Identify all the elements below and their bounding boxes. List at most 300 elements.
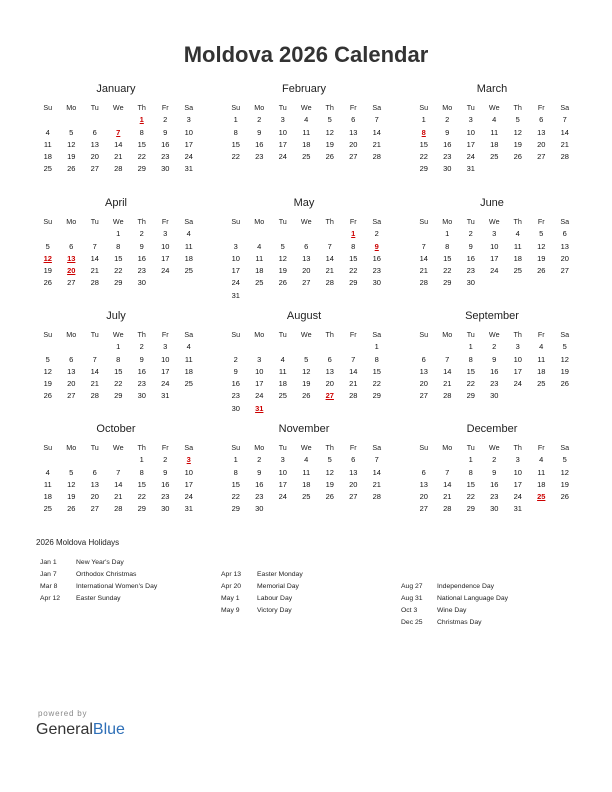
month-may <box>224 197 384 302</box>
day-cell: 9 <box>233 366 238 376</box>
day-cell: 6 <box>69 354 74 364</box>
weekday-header: Fr <box>161 443 169 452</box>
day-cell: 18 <box>278 379 287 389</box>
weekday-header: Mo <box>66 443 77 452</box>
holiday-day-cell: 3 <box>186 455 191 465</box>
day-cell: 18 <box>537 479 546 489</box>
month-name: September <box>465 310 519 322</box>
empty-day-cell <box>248 341 272 353</box>
holiday-row <box>221 607 303 619</box>
day-cell: 21 <box>419 266 428 276</box>
day-cell: 23 <box>255 152 264 162</box>
day-cell: 29 <box>137 164 146 174</box>
day-cell: 22 <box>114 379 123 389</box>
day-cell: 26 <box>560 379 569 389</box>
day-cell: 22 <box>231 492 240 502</box>
day-cell: 6 <box>304 241 309 251</box>
day-cell: 3 <box>492 229 497 239</box>
weekday-header: Fr <box>349 217 357 226</box>
month-days-grid <box>224 216 384 302</box>
holiday-date: Apr 13 <box>221 571 242 578</box>
month-name: April <box>104 197 127 209</box>
empty-day-cell <box>436 454 460 466</box>
weekday-header: Fr <box>537 330 545 339</box>
weekday-header: We <box>300 330 312 339</box>
weekday-header: Sa <box>184 103 194 112</box>
month-name: January <box>96 83 136 95</box>
holiday-day-cell: 9 <box>374 241 379 251</box>
day-cell: 18 <box>302 479 311 489</box>
day-cell: 4 <box>492 115 497 125</box>
weekday-header: Tu <box>278 217 287 226</box>
day-cell: 15 <box>114 366 123 376</box>
weekday-header: Mo <box>254 330 265 339</box>
day-cell: 24 <box>184 152 193 162</box>
day-cell: 24 <box>466 152 475 162</box>
day-cell: 4 <box>257 241 262 251</box>
day-cell: 22 <box>372 379 381 389</box>
empty-day-cell <box>295 228 319 240</box>
day-cell: 7 <box>92 241 97 251</box>
day-cell: 29 <box>114 278 123 288</box>
holiday-row <box>40 571 157 583</box>
day-cell: 2 <box>233 354 238 364</box>
day-cell: 12 <box>537 241 546 251</box>
day-cell: 23 <box>137 266 146 276</box>
day-cell: 19 <box>67 492 76 502</box>
weekday-header: Th <box>513 443 522 452</box>
weekday-header: Su <box>231 443 241 452</box>
weekday-header: Tu <box>90 103 99 112</box>
holiday-name: Easter Monday <box>257 571 303 578</box>
day-cell: 5 <box>69 467 74 477</box>
day-cell: 20 <box>560 253 569 263</box>
day-cell: 17 <box>255 379 264 389</box>
day-cell: 17 <box>161 253 170 263</box>
day-cell: 11 <box>302 127 311 137</box>
empty-day-cell <box>342 341 366 353</box>
weekday-header: Su <box>43 217 53 226</box>
holiday-date: May 1 <box>221 595 240 602</box>
weekday-header: Su <box>43 103 53 112</box>
holiday-row <box>221 571 303 583</box>
month-days-grid <box>412 329 572 403</box>
month-june <box>412 197 572 290</box>
day-cell: 23 <box>372 266 381 276</box>
month-february <box>224 83 384 163</box>
day-cell: 1 <box>468 455 473 465</box>
day-cell: 3 <box>233 241 238 251</box>
weekday-header: Sa <box>560 330 570 339</box>
day-cell: 21 <box>372 479 381 489</box>
day-cell: 23 <box>443 152 452 162</box>
month-name: October <box>96 423 136 435</box>
day-cell: 23 <box>161 492 170 502</box>
day-cell: 20 <box>90 152 99 162</box>
holiday-column <box>40 559 157 607</box>
day-cell: 5 <box>304 354 309 364</box>
month-name: May <box>293 197 315 209</box>
day-cell: 22 <box>137 492 146 502</box>
day-cell: 11 <box>302 467 311 477</box>
day-cell: 21 <box>443 379 452 389</box>
holiday-row <box>401 619 508 631</box>
day-cell: 25 <box>184 379 193 389</box>
day-cell: 13 <box>302 253 311 263</box>
day-cell: 14 <box>90 253 99 263</box>
holidays-title: 2026 Moldova Holidays <box>36 538 120 547</box>
day-cell: 4 <box>304 115 309 125</box>
day-cell: 3 <box>280 115 285 125</box>
day-cell: 12 <box>560 467 569 477</box>
day-cell: 6 <box>351 115 356 125</box>
holiday-day-cell: 7 <box>116 127 121 137</box>
holiday-row <box>221 595 303 607</box>
day-cell: 29 <box>349 278 358 288</box>
holiday-day-cell: 8 <box>421 127 426 137</box>
weekday-header: Th <box>325 443 334 452</box>
empty-day-cell <box>107 114 131 126</box>
day-cell: 26 <box>325 492 334 502</box>
day-cell: 4 <box>186 342 191 352</box>
weekday-header: Su <box>231 103 241 112</box>
empty-day-cell <box>271 228 295 240</box>
day-cell: 14 <box>114 139 123 149</box>
day-cell: 21 <box>114 492 123 502</box>
day-cell: 5 <box>562 455 567 465</box>
day-cell: 9 <box>257 467 262 477</box>
day-cell: 1 <box>116 229 121 239</box>
day-cell: 17 <box>184 479 193 489</box>
day-cell: 24 <box>161 379 170 389</box>
holiday-day-cell: 13 <box>67 253 76 263</box>
day-cell: 7 <box>92 354 97 364</box>
day-cell: 19 <box>537 253 546 263</box>
day-cell: 28 <box>443 391 452 401</box>
day-cell: 18 <box>490 139 499 149</box>
day-cell: 30 <box>490 504 499 514</box>
day-cell: 18 <box>255 266 264 276</box>
weekday-header: Sa <box>372 103 382 112</box>
weekday-header: Fr <box>161 103 169 112</box>
day-cell: 12 <box>67 139 76 149</box>
day-cell: 6 <box>539 115 544 125</box>
day-cell: 11 <box>184 354 193 364</box>
day-cell: 30 <box>137 278 146 288</box>
day-cell: 11 <box>278 366 287 376</box>
day-cell: 31 <box>184 164 193 174</box>
weekday-header: Mo <box>66 217 77 226</box>
day-cell: 26 <box>278 278 287 288</box>
holiday-date: Apr 12 <box>40 595 61 602</box>
day-cell: 15 <box>231 139 240 149</box>
day-cell: 15 <box>349 253 358 263</box>
day-cell: 20 <box>90 492 99 502</box>
holiday-row <box>221 583 303 595</box>
day-cell: 7 <box>445 354 450 364</box>
month-october <box>36 423 196 516</box>
weekday-header: Sa <box>184 330 194 339</box>
day-cell: 25 <box>43 504 52 514</box>
day-cell: 20 <box>67 379 76 389</box>
day-cell: 30 <box>161 504 170 514</box>
holiday-day-cell: 12 <box>43 253 52 263</box>
day-cell: 30 <box>255 504 264 514</box>
empty-day-cell <box>36 454 60 466</box>
day-cell: 9 <box>139 241 144 251</box>
empty-day-cell <box>83 454 107 466</box>
day-cell: 18 <box>43 492 52 502</box>
page-title: Moldova 2026 Calendar <box>183 42 429 67</box>
day-cell: 25 <box>490 152 499 162</box>
day-cell: 3 <box>163 342 168 352</box>
day-cell: 3 <box>515 455 520 465</box>
day-cell: 29 <box>231 504 240 514</box>
day-cell: 24 <box>490 266 499 276</box>
day-cell: 12 <box>67 479 76 489</box>
weekday-header: Mo <box>254 443 265 452</box>
weekday-header: Th <box>137 330 146 339</box>
month-days-grid <box>224 329 384 415</box>
empty-day-cell <box>36 228 60 240</box>
day-cell: 17 <box>161 366 170 376</box>
day-cell: 18 <box>43 152 52 162</box>
weekday-header: Su <box>43 330 53 339</box>
month-december <box>412 423 572 516</box>
day-cell: 26 <box>67 504 76 514</box>
day-cell: 9 <box>257 127 262 137</box>
day-cell: 13 <box>419 479 428 489</box>
weekday-header: Fr <box>537 217 545 226</box>
day-cell: 18 <box>302 139 311 149</box>
month-july <box>36 310 196 403</box>
day-cell: 6 <box>421 467 426 477</box>
day-cell: 11 <box>490 127 499 137</box>
weekday-header: We <box>488 217 500 226</box>
holiday-date: May 9 <box>221 607 240 614</box>
empty-day-cell <box>36 341 60 353</box>
holiday-row <box>40 559 157 571</box>
day-cell: 19 <box>67 152 76 162</box>
holiday-name: Memorial Day <box>257 583 299 590</box>
day-cell: 25 <box>302 492 311 502</box>
day-cell: 19 <box>278 266 287 276</box>
powered-by-text: powered by <box>38 709 88 718</box>
day-cell: 21 <box>90 379 99 389</box>
day-cell: 5 <box>327 455 332 465</box>
empty-day-cell <box>83 114 107 126</box>
day-cell: 18 <box>184 253 193 263</box>
day-cell: 2 <box>139 342 144 352</box>
day-cell: 28 <box>114 504 123 514</box>
month-march <box>412 83 572 176</box>
day-cell: 17 <box>513 479 522 489</box>
day-cell: 11 <box>537 467 546 477</box>
day-cell: 13 <box>67 366 76 376</box>
day-cell: 25 <box>278 391 287 401</box>
holiday-day-cell: 27 <box>325 391 334 401</box>
brand-logo[interactable] <box>36 721 125 739</box>
day-cell: 27 <box>419 504 428 514</box>
day-cell: 2 <box>492 455 497 465</box>
holiday-name: International Women's Day <box>76 583 158 590</box>
day-cell: 27 <box>537 152 546 162</box>
holiday-date: Aug 31 <box>401 595 423 602</box>
weekday-header: Sa <box>372 330 382 339</box>
day-cell: 29 <box>466 504 475 514</box>
day-cell: 3 <box>257 354 262 364</box>
weekday-header: Su <box>419 330 429 339</box>
day-cell: 12 <box>513 127 522 137</box>
day-cell: 30 <box>372 278 381 288</box>
day-cell: 16 <box>137 253 146 263</box>
day-cell: 5 <box>45 354 50 364</box>
month-name: July <box>106 310 126 322</box>
day-cell: 16 <box>490 479 499 489</box>
weekday-header: Mo <box>254 217 265 226</box>
day-cell: 7 <box>374 455 379 465</box>
day-cell: 4 <box>515 229 520 239</box>
day-cell: 22 <box>114 266 123 276</box>
day-cell: 10 <box>184 127 193 137</box>
day-cell: 14 <box>560 127 569 137</box>
day-cell: 7 <box>374 115 379 125</box>
weekday-header: Sa <box>184 217 194 226</box>
holiday-day-cell: 25 <box>537 492 546 502</box>
day-cell: 8 <box>468 467 473 477</box>
weekday-header: Th <box>137 103 146 112</box>
day-cell: 5 <box>280 241 285 251</box>
day-cell: 2 <box>257 115 262 125</box>
month-days-grid <box>412 442 572 516</box>
day-cell: 27 <box>302 278 311 288</box>
weekday-header: Mo <box>442 330 453 339</box>
day-cell: 1 <box>468 342 473 352</box>
day-cell: 7 <box>421 241 426 251</box>
day-cell: 27 <box>67 391 76 401</box>
day-cell: 13 <box>90 479 99 489</box>
weekday-header: Su <box>231 330 241 339</box>
day-cell: 9 <box>468 241 473 251</box>
day-cell: 5 <box>69 127 74 137</box>
weekday-header: Su <box>231 217 241 226</box>
day-cell: 11 <box>537 354 546 364</box>
weekday-header: Mo <box>442 103 453 112</box>
weekday-header: Tu <box>90 330 99 339</box>
day-cell: 26 <box>67 164 76 174</box>
day-cell: 24 <box>513 379 522 389</box>
day-cell: 16 <box>443 139 452 149</box>
month-days-grid <box>224 102 384 163</box>
day-cell: 28 <box>372 492 381 502</box>
day-cell: 12 <box>325 127 334 137</box>
day-cell: 28 <box>560 152 569 162</box>
day-cell: 10 <box>184 467 193 477</box>
day-cell: 1 <box>139 455 144 465</box>
day-cell: 10 <box>490 241 499 251</box>
weekday-header: Tu <box>466 217 475 226</box>
day-cell: 29 <box>114 391 123 401</box>
day-cell: 8 <box>374 354 379 364</box>
day-cell: 22 <box>349 266 358 276</box>
empty-day-cell <box>60 341 84 353</box>
day-cell: 30 <box>137 391 146 401</box>
day-cell: 26 <box>513 152 522 162</box>
day-cell: 14 <box>372 127 381 137</box>
empty-day-cell <box>318 228 342 240</box>
holiday-row <box>401 595 508 607</box>
day-cell: 19 <box>560 366 569 376</box>
day-cell: 10 <box>466 127 475 137</box>
day-cell: 14 <box>114 479 123 489</box>
day-cell: 15 <box>372 366 381 376</box>
day-cell: 29 <box>372 391 381 401</box>
day-cell: 13 <box>90 139 99 149</box>
day-cell: 20 <box>419 379 428 389</box>
day-cell: 13 <box>349 127 358 137</box>
day-cell: 10 <box>255 366 264 376</box>
day-cell: 20 <box>349 479 358 489</box>
day-cell: 23 <box>161 152 170 162</box>
day-cell: 2 <box>163 115 168 125</box>
month-august <box>224 310 384 415</box>
day-cell: 29 <box>443 278 452 288</box>
day-cell: 4 <box>539 455 544 465</box>
day-cell: 24 <box>161 266 170 276</box>
holiday-row <box>401 607 508 619</box>
day-cell: 9 <box>163 467 168 477</box>
day-cell: 29 <box>137 504 146 514</box>
empty-day-cell <box>412 454 436 466</box>
day-cell: 27 <box>349 152 358 162</box>
weekday-header: Th <box>325 330 334 339</box>
day-cell: 19 <box>302 379 311 389</box>
day-cell: 2 <box>468 229 473 239</box>
month-days-grid <box>412 216 572 290</box>
day-cell: 13 <box>419 366 428 376</box>
weekday-header: We <box>112 217 124 226</box>
day-cell: 23 <box>137 379 146 389</box>
weekday-header: We <box>112 103 124 112</box>
day-cell: 27 <box>90 504 99 514</box>
day-cell: 30 <box>231 403 240 413</box>
day-cell: 9 <box>139 354 144 364</box>
day-cell: 21 <box>443 492 452 502</box>
day-cell: 26 <box>537 266 546 276</box>
day-cell: 25 <box>184 266 193 276</box>
day-cell: 20 <box>537 139 546 149</box>
day-cell: 11 <box>184 241 193 251</box>
day-cell: 13 <box>560 241 569 251</box>
weekday-header: Fr <box>537 443 545 452</box>
weekday-header: Tu <box>278 330 287 339</box>
day-cell: 2 <box>139 229 144 239</box>
day-cell: 12 <box>325 467 334 477</box>
day-cell: 31 <box>231 290 240 300</box>
day-cell: 6 <box>351 455 356 465</box>
day-cell: 22 <box>443 266 452 276</box>
weekday-header: Fr <box>537 103 545 112</box>
weekday-header: We <box>300 443 312 452</box>
day-cell: 4 <box>45 127 50 137</box>
empty-day-cell <box>107 454 131 466</box>
weekday-header: Tu <box>466 443 475 452</box>
day-cell: 24 <box>255 391 264 401</box>
day-cell: 26 <box>560 492 569 502</box>
day-cell: 15 <box>114 253 123 263</box>
day-cell: 25 <box>255 278 264 288</box>
weekday-header: Th <box>513 217 522 226</box>
